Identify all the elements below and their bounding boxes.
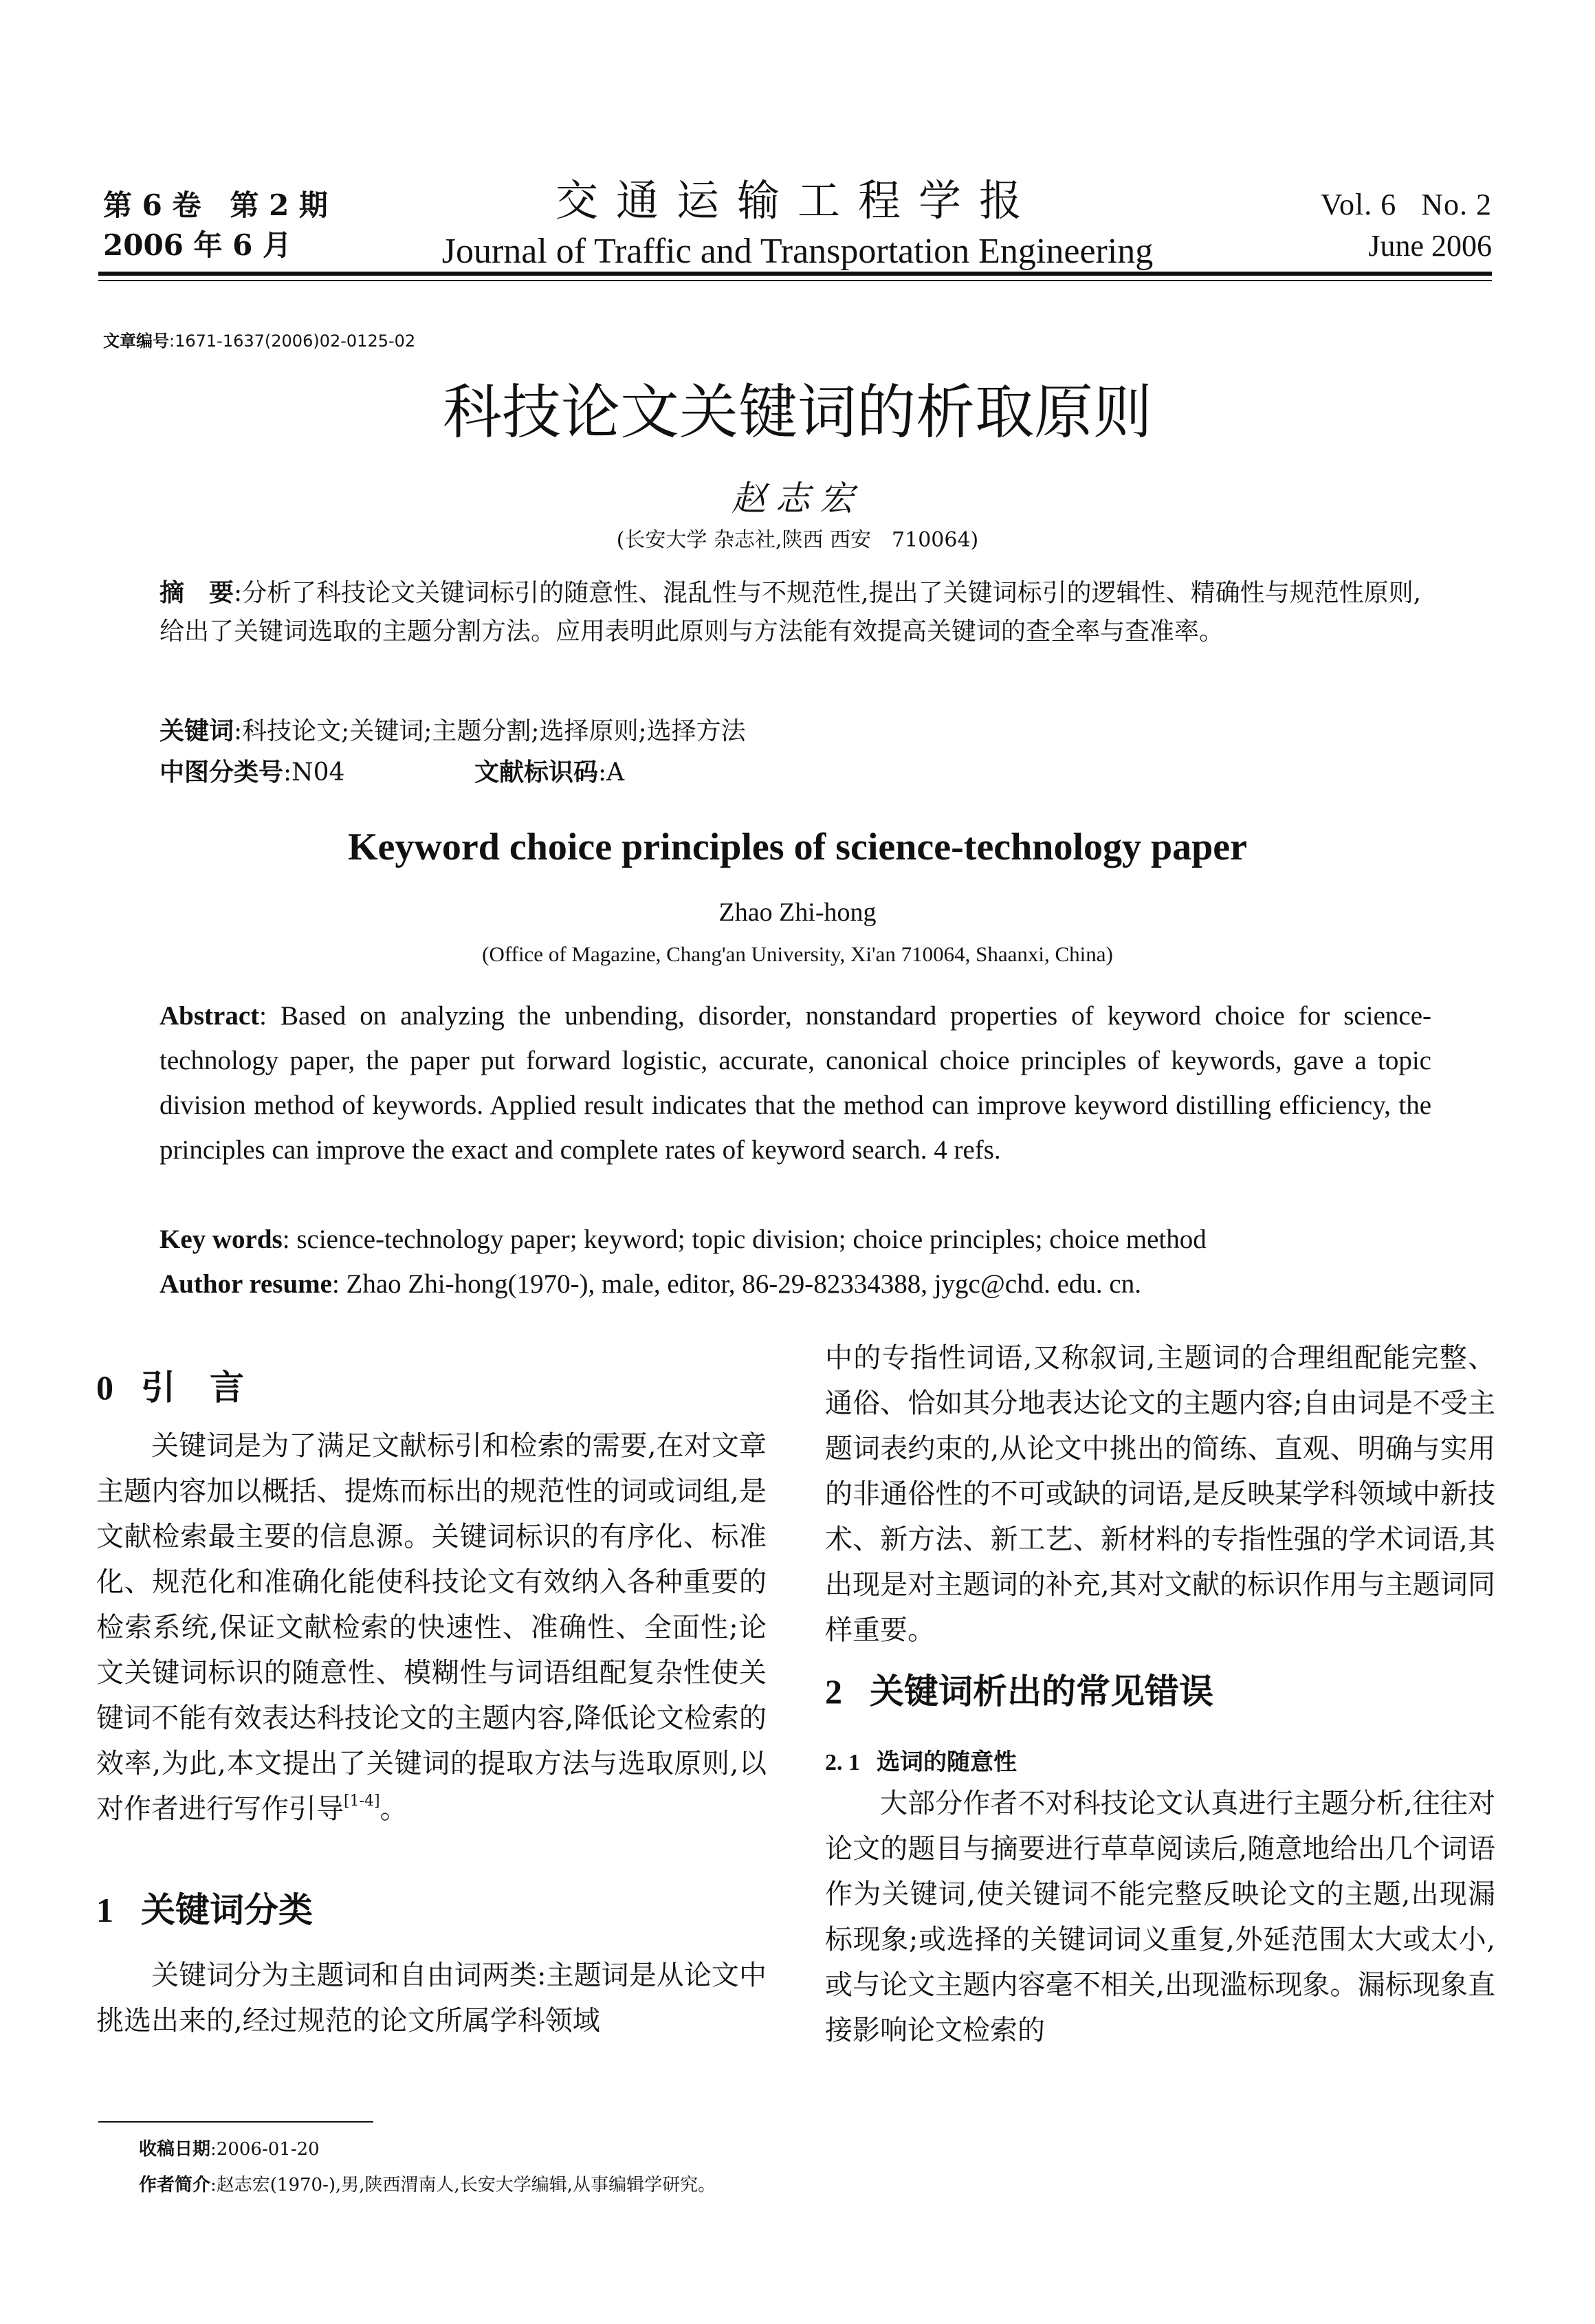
- paper-title-cn: 科技论文关键词的析取原则: [443, 378, 1152, 447]
- document-id-label: 文献标识码: [474, 758, 599, 787]
- footnote-rule: [98, 2121, 373, 2123]
- issue-info-cn: [103, 186, 328, 265]
- date-cn: 2006 年 6 月: [103, 228, 292, 262]
- journal-title: [385, 173, 1210, 275]
- section-2-title: 关键词析出的常见错误: [870, 1671, 1213, 1711]
- subsection-2-1-title: 选词的随意性: [877, 1749, 1017, 1776]
- keywords-cn: [160, 712, 1445, 751]
- section-0-text-end: 。: [380, 1793, 408, 1825]
- clc-value: :N04: [283, 758, 345, 787]
- section-0-number: 0: [96, 1368, 113, 1407]
- abstract-en: [160, 994, 1431, 1172]
- header-rule-thick: [98, 272, 1492, 276]
- affiliation-en: (Office of Magazine, Chang'an University, Xi'an 710064, Shaanxi, China): [482, 942, 1113, 966]
- issue-info-en: [1279, 184, 1492, 267]
- citation-ref: [1-4]: [344, 1793, 380, 1810]
- number-en: No. 2: [1421, 188, 1492, 221]
- keywords-en-text: : science-technology paper; keyword; topic division; choice principles; choice method: [282, 1225, 1207, 1254]
- author-cn: 赵志宏: [732, 479, 864, 518]
- subsection-2-1-number: 2. 1: [825, 1750, 860, 1775]
- document-id: [474, 754, 624, 792]
- abstract-cn-label: 摘 要: [160, 579, 234, 607]
- section-0-title: 引 言: [141, 1368, 244, 1407]
- abstract-en-label: Abstract: [160, 1001, 260, 1031]
- section-0-paragraph: [96, 1423, 767, 1832]
- abstract-cn: [160, 574, 1445, 651]
- footnote: [139, 2131, 716, 2203]
- paper-title-en: Keyword choice principles of science-technology paper: [347, 826, 1247, 868]
- section-1-paragraph-continued: 中的专指性词语,又称叙词,主题词的合理组配能完整、通俗、恰如其分地表达论文的主题内容;自由词是不受主题词表约束的,从论文中挑出的简练、直观、明确与实用的非通俗性的不可或缺的词语,是反映某学科领域中新技术、新方法、新工艺、新材料的专指性强的学术词语,其出现是对主题词的补充,其对文献的标识作用与主题词同样重要。: [825, 1342, 1495, 1646]
- journal-title-cn: 交通运输工程学报: [555, 175, 1040, 226]
- header-rule-thin: [98, 280, 1492, 281]
- keywords-en-label: Key words: [160, 1225, 283, 1254]
- section-0-text: 关键词是为了满足文献标引和检索的需要,在对文章主题内容加以概括、提炼而标出的规范性的词或词组,是文献检索最主要的信息源。关键词标识的有序化、标准化、规范化和准确化能使科技论文有效纳入各种重要的检索系统,保证文献检索的快速性、准确性、全面性;论文关键词标识的随意性、模糊性与词语组配复杂性使关键词不能有效表达科技论文的主题内容,降低论文检索的效率,为此,本文提出了关键词的提取方法与选取原则,以对作者进行写作引导: [96, 1430, 767, 1825]
- keywords-cn-text: :科技论文;关键词;主题分割;选择原则;选择方法: [234, 717, 746, 745]
- author-resume: [160, 1262, 1445, 1306]
- bio-label: 作者简介: [139, 2175, 211, 2195]
- abstract-en-text: : Based on analyzing the unbending, disorder, nonstandard properties of keyword choice for science-technology paper, the paper put forward logistic, accurate, canonical choice principles of keywords, gave a topic division method of keywords. Applied result indicates that the method can improve keyword distilling efficiency, the principles can improve the exact and complete rates of keyword search. 4 refs.: [160, 1001, 1431, 1165]
- section-1-heading: [96, 1883, 313, 1932]
- keywords-en: [160, 1217, 1445, 1262]
- article-number: [103, 327, 415, 351]
- article-number-label: 文章编号: [103, 331, 169, 351]
- bio-value: :赵志宏(1970-),男,陕西渭南人,长安大学编辑,从事编辑学研究。: [210, 2175, 716, 2195]
- volume-issue-cn: 第 6 卷 第 2 期: [103, 188, 328, 222]
- received-label: 收稿日期: [139, 2139, 211, 2160]
- section-1-paragraph: 关键词分为主题词和自由词两类:主题词是从论文中挑选出来的,经过规范的论文所属学科领域: [96, 1960, 767, 2037]
- section-1-title: 关键词分类: [141, 1890, 313, 1930]
- section-2-heading: [825, 1664, 1213, 1713]
- received-value: :2006-01-20: [210, 2139, 320, 2160]
- section-0-heading: [96, 1360, 244, 1410]
- author-en: Zhao Zhi-hong: [718, 898, 877, 927]
- article-number-value: :1671-1637(2006)02-0125-02: [169, 331, 416, 351]
- clc-number: [160, 754, 344, 792]
- section-2-number: 2: [825, 1672, 842, 1711]
- keywords-cn-label: 关键词: [160, 717, 234, 745]
- date-en: June 2006: [1368, 229, 1492, 263]
- author-resume-text: : Zhao Zhi-hong(1970-), male, editor, 86-29-82334388, jygc@chd. edu. cn.: [331, 1269, 1141, 1299]
- clc-label: 中图分类号: [160, 758, 284, 787]
- subsection-2-1-paragraph: 大部分作者不对科技论文认真进行主题分析,往往对论文的题目与摘要进行草草阅读后,随意地给出几个词语作为关键词,使关键词不能完整反映论文的主题,出现漏标现象;或选择的关键词词义重复,外延范围太大或太小,或与论文主题内容毫不相关,出现滥标现象。漏标现象直接影响论文检索的: [825, 1788, 1495, 2046]
- volume-en: Vol. 6: [1320, 188, 1397, 221]
- journal-title-en: Journal of Traffic and Transportation Engineering: [441, 232, 1154, 271]
- subsection-2-1-heading: [825, 1743, 1017, 1777]
- section-1-number: 1: [96, 1891, 113, 1929]
- abstract-cn-text: :分析了科技论文关键词标引的随意性、混乱性与不规范性,提出了关键词标引的逻辑性、精确性与规范性原则,给出了关键词选取的主题分割方法。应用表明此原则与方法能有效提高关键词的查全率与查准率。: [160, 579, 1422, 646]
- document-id-value: :A: [598, 758, 625, 787]
- author-resume-label: Author resume: [160, 1269, 332, 1299]
- affiliation-cn: (长安大学 杂志社,陕西 西安 710064): [616, 528, 979, 552]
